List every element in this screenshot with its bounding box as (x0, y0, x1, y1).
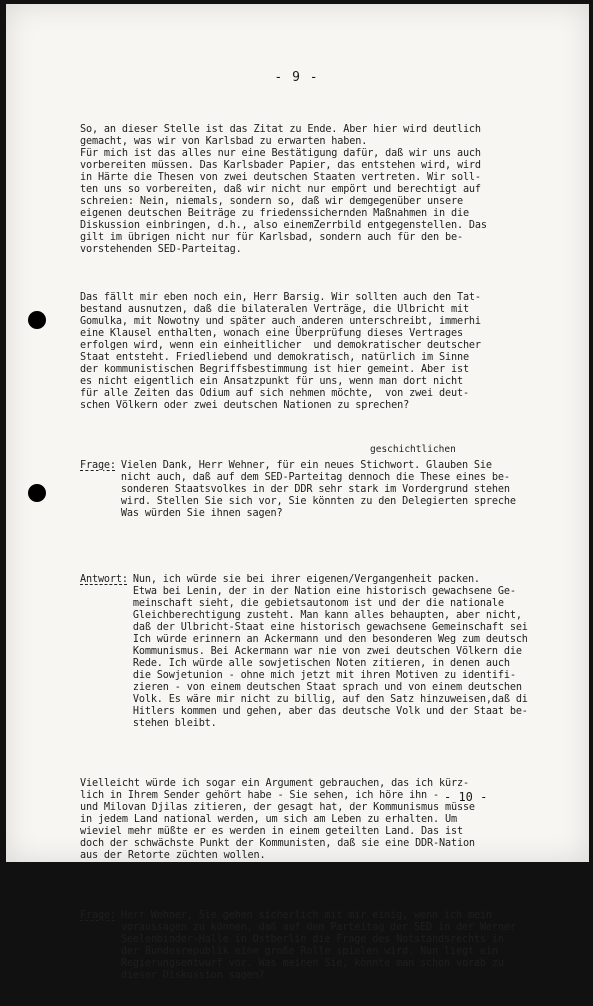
answer-1 (80, 574, 552, 730)
question-1 (80, 460, 552, 520)
punch-hole-top (28, 311, 46, 329)
question-text: Herr Wehner, Sie gehen sicherlich mit mir einig, wenn ich mein voraussagen zu können, daß auf dem Parteitag der SED in der Werner Seelenbinder-Halle in Ostberlin die Frage des Notstandsrechts in der Bundesrepublik eine große Rolle spielen wird. Nun liegt ein Regierungsentwurf vor. Was meinen Sie, könnte man schon vorab zu dieser Diskussion sagen? (120, 910, 516, 981)
next-page-number: - 10 - (444, 790, 488, 804)
answer-text: Nun, ich würde sie bei ihrer eigenen/Vergangenheit packen. Etwa bei Lenin, der in der Nation eine historisch gewachsene Ge- meinschaft sieht, die gebietsautonom ist und der die nationale Gleichberechtigung zusteht. Man kann alles behaupten, aber nicht, daß der Ulbricht-Staat eine historisch gewachsene Gemeinschaft sei Ich würde erinnern an Ackermann und den besonderen Weg zum deutsch Kommunismus. Bei Ackermann war nie von zwei deutschen Völkern die Rede. Ich würde alle sowjetischen Noten zitieren, in denen auch die Sowjetunion - ohne mich jetzt mit ihren Motiven zu identifi- zieren - von einem deutschen Staat sprach und von einem deutschen Volk. Es wäre mir nicht zu billig, auf den Satz hinzuweisen,daß di Hitlers kommen und gehen, aber das deutsche Volk und der Staat be- stehen bleibt. (132, 574, 528, 729)
paragraph-1: So, an dieser Stelle ist das Zitat zu Ende. Aber hier wird deutlich gemacht, was wir von Karlsbad zu erwarten haben. Für mich ist das alles nur eine Bestätigung dafür, daß wir uns auch vorbereiten müssen. Das Karlsbader Papier, das entstehen wird, wird in Härte die Thesen von zwei deutschen Staaten vertreten. Wir soll- ten uns so vorbereiten, daß wir nicht nur empört und berechtigt auf schreien: Nein, niemals, sondern so, daß wir demgegenüber unsere eigenen deutschen Beiträge zu friedenssichernden Maßnahmen in die Diskussion einbringen, d.h., also einemZerrbild entgegenstellen. Das gilt im übrigen nicht nur für Karlsbad, sondern auch für den be- vorstehenden SED-Parteitag. (80, 124, 487, 255)
answer-label: Antwort: (80, 574, 128, 585)
punch-hole-bottom (28, 484, 46, 502)
document-body (80, 100, 552, 1006)
question-2 (80, 910, 552, 982)
paragraph-2: Das fällt mir eben noch ein, Herr Barsig. Wir sollten auch den Tat- bestand ausnutzen, daß die bilateralen Verträge, die Ulbricht mit Gomulka, mit Nowotny und später auch anderen unterschreibt, immerhi eine Klausel enthalten, wonach eine Überprüfung dieses Vertrages erfolgen wird, wenn ein einheitlicher und demokratischer deutscher Staat entsteht. Friedliebend und demokratisch, natürlich im Sinne der kommunistischen Begriffsbestimmung ist hier gemeint. Aber ist es nicht eigentlich ein Ansatzpunkt für uns, wenn man dort nicht für alle Zeiten das Odium auf sich nehmen möchte, von zwei deut- schen Völkern oder zwei deutschen Nationen zu sprechen? (80, 292, 481, 411)
page-number: - 9 - (274, 70, 319, 85)
question-label: Frage: (80, 910, 116, 921)
handwritten-correction: geschichtlichen (370, 444, 456, 455)
paragraph-3: Vielleicht würde ich sogar ein Argument gebrauchen, das ich kürz- lich in Ihrem Sender gehört habe - Sie sehen, ich höre ihn - und Milovan Djilas zitieren, der gesagt hat, der Kommunismus müsse in jedem Land national werden, um sich am Leben zu erhalten. Um wieviel mehr müßte er es werden in einem geteilten Land. Das ist doch der schwächste Punkt der Kommunisten, daß sie eine DDR-Nation aus der Retorte züchten wollen. (80, 778, 475, 861)
question-text: Vielen Dank, Herr Wehner, für ein neues Stichwort. Glauben Sie nicht auch, daß auf dem SED-Parteitag dennoch die These eines be- sonderen Staatsvolkes in der DDR sehr stark im Vordergrund stehen wird. Stellen Sie sich vor, Sie könnten zu den Delegierten spreche Was würden Sie ihnen sagen? (120, 460, 516, 519)
question-label: Frage: (80, 460, 116, 471)
